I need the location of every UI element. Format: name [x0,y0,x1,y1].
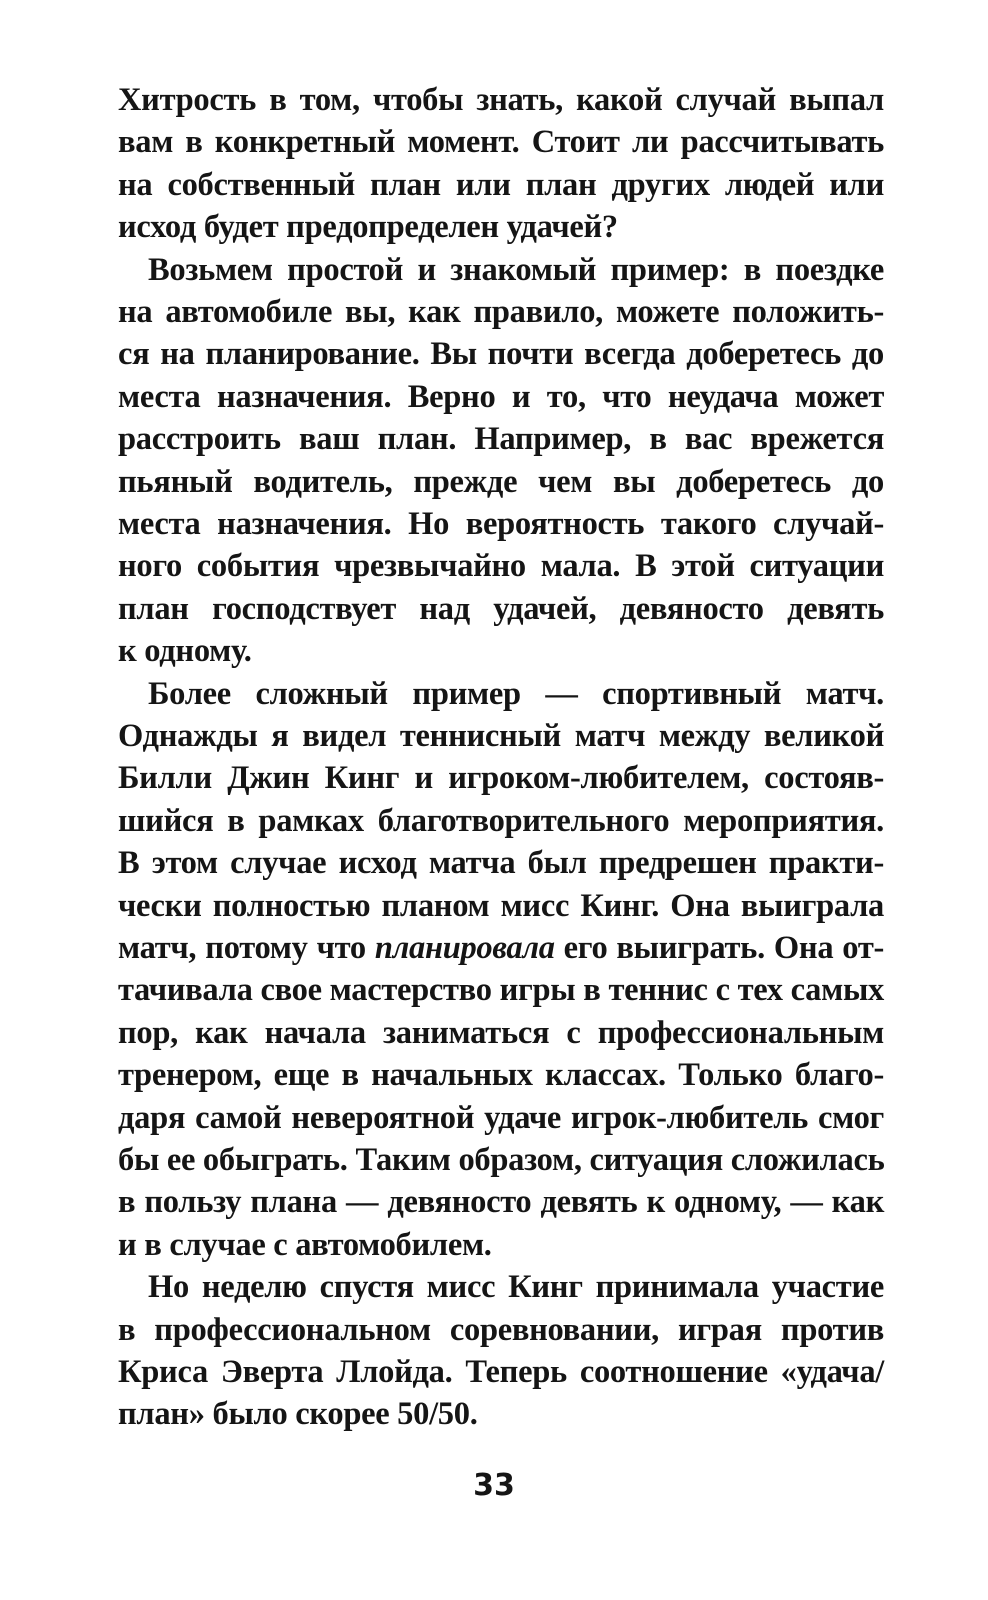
text-segment: его выиграть. Она от- [554,930,885,966]
text-line: ного события чрезвычайно мала. В этой ситуации [118,548,884,585]
italic-emphasis: планировала [374,930,555,966]
text-line: в пользу плана — девяносто девять к одному, — как [118,1184,884,1221]
text-line: места назначения. Верно и то, что неудача может [118,378,884,415]
text-line: к одному. [118,633,252,670]
text-line: вам в конкретный момент. Стоит ли рассчитывать [118,124,884,161]
text-line: на собственный план или план других людей или [118,166,884,203]
text-line [118,928,884,968]
text-line: план» было скорее 50/50. [118,1396,478,1433]
text-line: шийся в рамках благотворительного мероприятия. [118,802,884,839]
text-line: бы ее обыграть. Таким образом, ситуация сложилась [118,1142,885,1178]
text-line: В этом случае исход матча был предрешен практи- [118,845,884,882]
text-line: Хитрость в том, чтобы знать, какой случай выпал [118,82,884,118]
text-line: Но неделю спустя мисс Кинг принимала участие [148,1269,884,1306]
text-line: Однажды я видел теннисный матч между великой [118,718,884,754]
text-line: места назначения. Но вероятность такого случай- [118,506,884,542]
text-line: Возьмем простой и знакомый пример: в поездке [148,251,884,288]
text-line: Более сложный пример — спортивный матч. [148,675,884,712]
text-line: план господствует над удачей, девяносто девять [118,590,884,627]
text-line: и в случае с автомобилем. [118,1226,492,1263]
text-segment: матч, потому что [118,930,375,966]
text-line: даря самой невероятной удаче игрок-любитель смог [118,1099,884,1136]
text-line: чески полностью планом мисс Кинг. Она выиграла [118,887,884,924]
text-line: тренером, еще в начальных классах. Только благо- [118,1057,884,1094]
page-number: 33 [473,1468,515,1503]
text-line: на автомобиле вы, как правило, можете положить- [118,294,884,330]
text-line: ся на планирование. Вы почти всегда доберетесь до [118,336,884,373]
text-line: расстроить ваш план. Например, в вас врежется [118,421,884,458]
text-line: тачивала свое мастерство игры в теннис с тех самых [118,972,884,1009]
text-line: исход будет предопределен удачей? [118,209,618,246]
text-line: Билли Джин Кинг и игроком-любителем, состояв- [118,760,884,797]
text-line: пьяный водитель, прежде чем вы доберетесь до [118,463,884,500]
text-line: в профессиональном соревновании, играя против [118,1311,884,1348]
text-line: пор, как начала заниматься с профессиональным [118,1014,884,1051]
text-line: Криса Эверта Ллойда. Теперь соотношение «удача/ [118,1354,884,1390]
